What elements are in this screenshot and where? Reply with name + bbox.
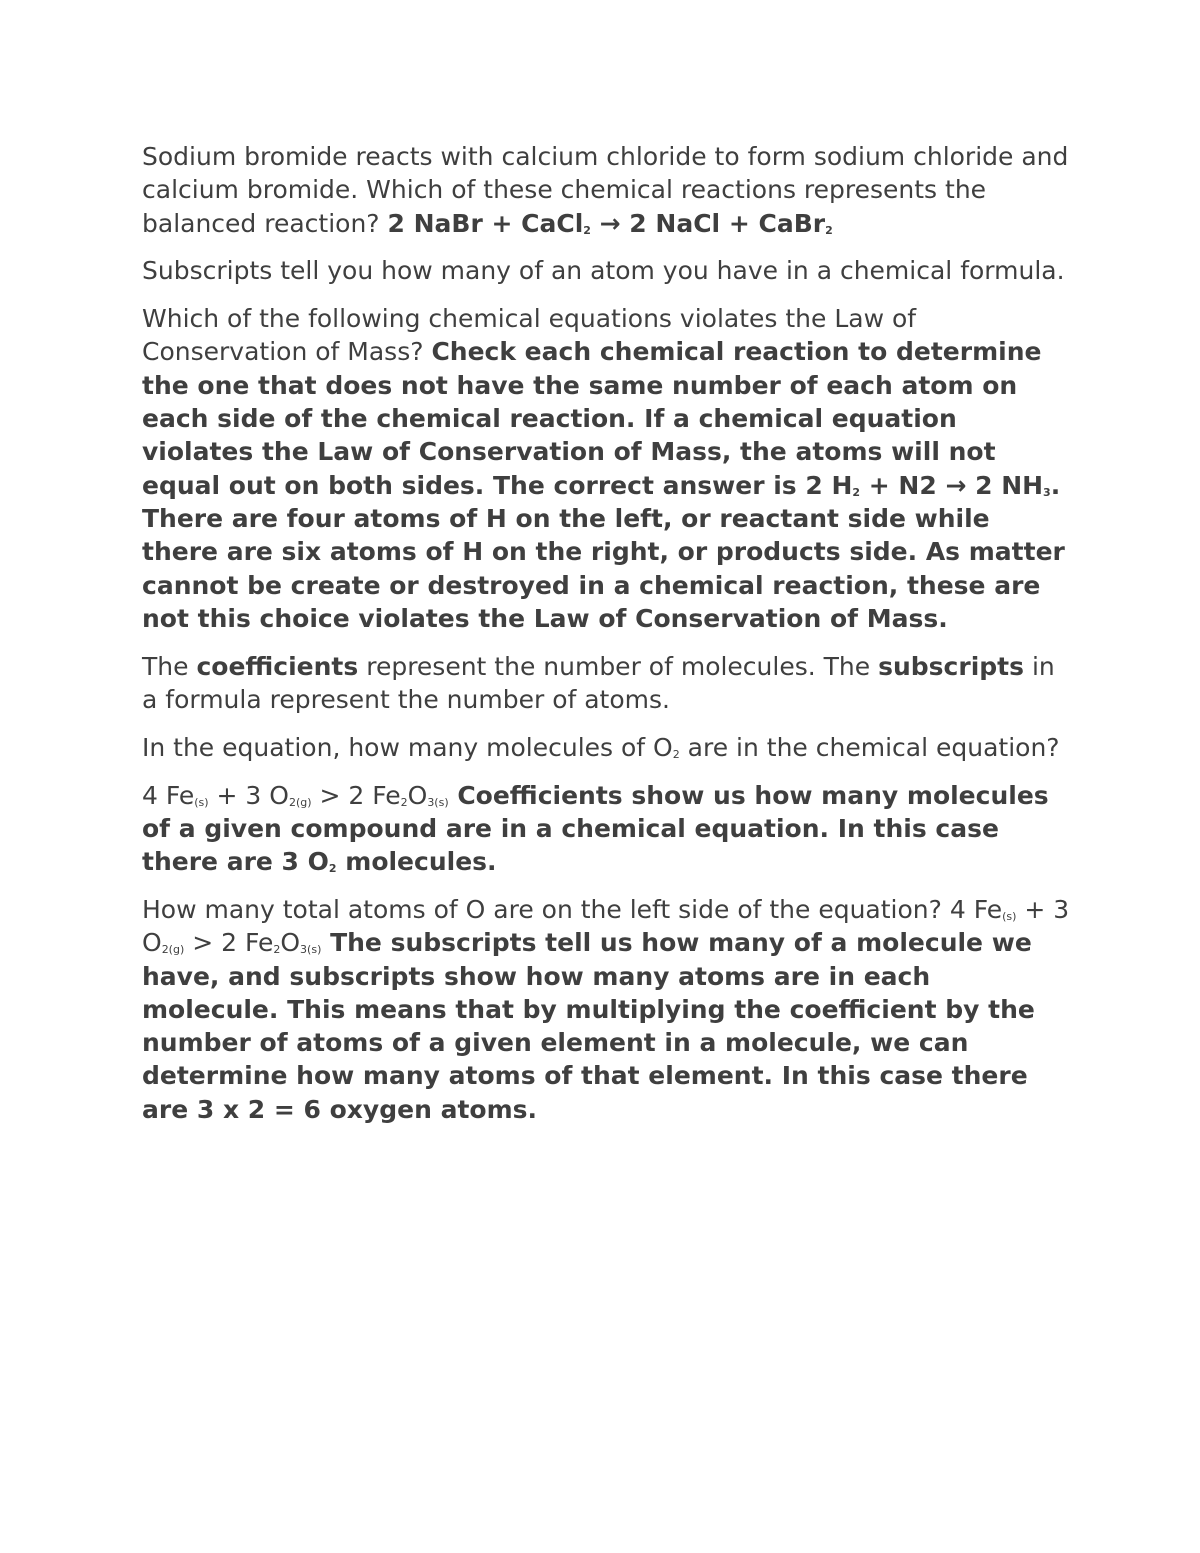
paragraph-coefficients-definition: The coefficients represent the number of molecules. The subscripts in a formula represent the number of atoms. — [142, 651, 1055, 714]
paragraph-balanced-reaction — [142, 140, 1072, 240]
question-text: Which of the following chemical equations violates the Law of Conservation of Mass? — [142, 304, 917, 367]
paragraph-conservation-of-mass — [142, 302, 1072, 635]
question-text: Sodium bromide reacts with calcium chloride to form sodium chloride and calcium bromide. Which of these chemical reactions represents the balanced reaction? — [142, 142, 1069, 238]
answer-text: Coefficients show us how many molecules of a given compound are in a chemical equation. In this case there are 3 $O_2$ molecules. — [142, 780, 1049, 877]
equation: 4 $Fe_{(s)} + 3$ $O_{2(g)} > 2$ $Fe_2O_{3(s)}$ — [142, 780, 449, 810]
answer-text: 2 NaBr + CaCl$_2$ → 2 NaCl + CaBr$_2$ — [387, 208, 833, 238]
paragraph-subscripts: Subscripts tell you how many of an atom you have in a chemical formula. — [142, 256, 1065, 286]
question-text: How many total atoms of O are on the left side of the equation? 4 Fe — [142, 894, 1003, 924]
answer-text: Check each chemical reaction to determine the one that does not have the same number of each atom on each side of the chemical reaction. If a chemical equation violates the Law of Conservation of Mass, the atoms will not equal out on both sides. The correct answer is 2 $H_2 + N2 \to 2$ $NH_3$. There are four atoms of H on the left, or reactant side while there are six atoms of H on the right, or products side. As matter cannot be create or destroyed in a chemical reaction, these are not this choice violates the Law of Conservation of Mass. — [142, 337, 1065, 633]
paragraph-molecules-question: In the equation, how many molecules of $O_2$ are in the chemical equation? — [142, 732, 1060, 762]
paragraph-total-atoms: How many total atoms of O are on the left side of the equation? 4 $Fe_{(s)} + 3$ $O_{2(g)} > 2$ $Fe_2O_{3(s)}$ The subscripts tell us how many of a molecule we have, and subscripts show how many atoms are in each molecule. This means that by multiplying the coefficient by the number of atoms of a given element in a molecule, we can determine how many atoms of that element. In this case there are 3 x 2 = 6 oxygen atoms. — [142, 894, 1070, 1124]
term-coefficients: coefficients — [196, 651, 359, 681]
paragraph-molecules-answer — [142, 779, 1072, 879]
document-page — [142, 140, 1072, 1141]
answer-text: The subscripts tell us how many of a molecule we have, and subscripts show how many atoms are in each molecule. This means that by multiplying the coefficient by the number of atoms of a given element in a molecule, we can determine how many atoms of that element. In this case there are 3 x 2 = 6 oxygen atoms. — [142, 928, 1035, 1124]
term-subscripts: subscripts — [878, 651, 1024, 681]
